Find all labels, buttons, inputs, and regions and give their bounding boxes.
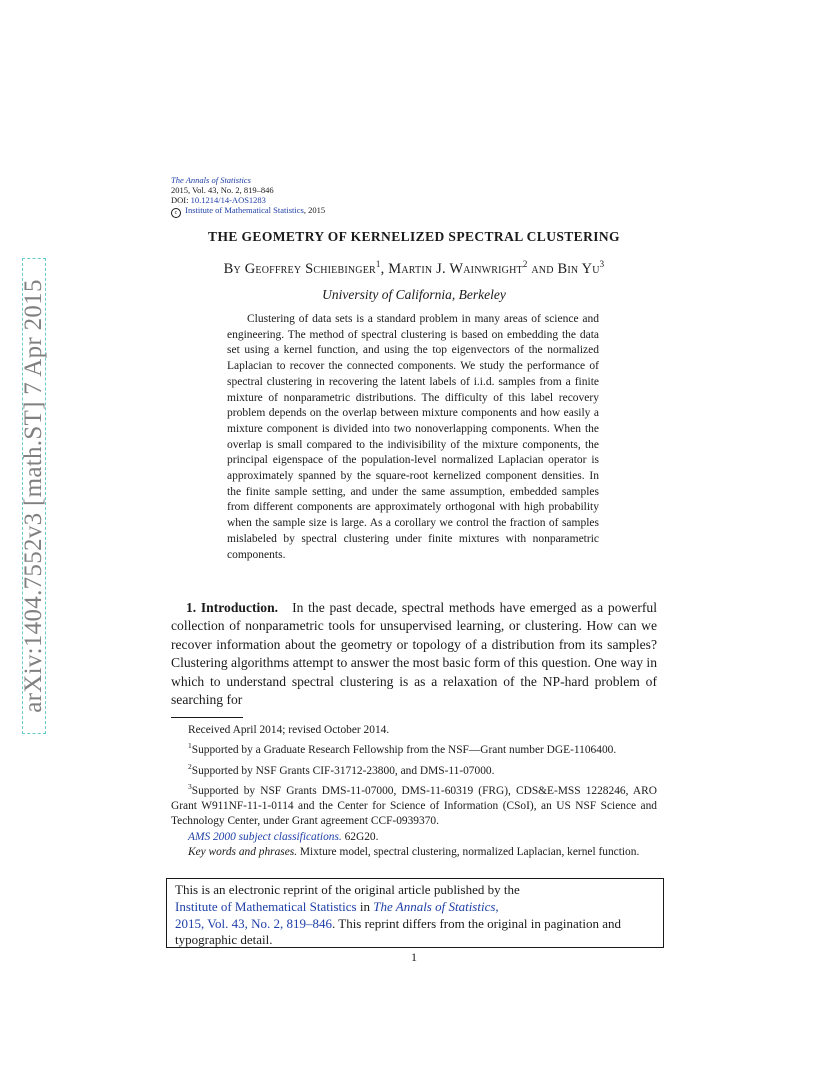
journal-copyright [171,205,325,218]
reprint-line-1: This is an electronic reprint of the original article published by the [175,882,520,897]
arxiv-stamp[interactable]: arXiv:1404.7552v3 [math.ST] 7 Apr 2015 [20,279,47,713]
journal-volume: 2015, Vol. 43, No. 2, 819–846 [171,185,274,195]
keywords [171,845,657,860]
ams-link[interactable]: AMS 2000 subject classifications. [188,830,342,843]
paper-title: THE GEOMETRY OF KERNELIZED SPECTRAL CLUSTERING [208,229,620,244]
footnote-mark: 2 [188,761,192,771]
journal-doi [171,195,325,205]
footnote-1 [171,738,657,758]
footnotes [171,723,657,861]
doi-link[interactable]: 10.1214/14-AOS1283 [190,195,266,205]
author-footnote-mark: 2 [522,259,528,269]
author-name: Martin J. Wainwright [388,260,523,277]
by-label: By [223,260,241,277]
footnote-mark: 3 [188,781,192,791]
footnote-2 [171,759,657,779]
footnote-mark: 1 [188,741,192,751]
author-name: Bin Yu [557,260,600,277]
introduction-text: In the past decade, spectral methods have emerged as a powerful collection of nonparametric tools for unsupervised learning, or clustering. How can we recover information about the geometry or topology of a distribution from its samples? Clustering algorithms attempt to answer the most basic form of this question. One way in which to understand spectral clustering is as a relaxation of the NP-hard problem of searching for [171,600,657,708]
ams-classification [171,830,657,845]
footnote-text: Supported by NSF Grants DMS-11-07000, DMS-11-60319 (FRG), CDS&E-MSS 1228246, ARO Grant W911NF-11-1-0114 and the Center for Science of Information (CSoI), an US NSF Science and Technology Center, under Grant agreement CCF-0939370. [171,784,657,828]
footnote-text: Supported by a Graduate Research Fellowship from the NSF—Grant number DGE-1106400. [191,744,617,757]
received-note: Received April 2014; revised October 2014. [188,724,390,736]
reprint-comma: , [495,898,499,914]
reprint-rest: . This reprint differs from the original in pagination and typographic detail. [175,915,622,948]
section-heading: 1. Introduction. [186,600,279,615]
author-separator: , [380,260,389,277]
footnote-3 [171,779,657,830]
reprint-org-link[interactable]: Institute of Mathematical Statistics [175,898,357,914]
keywords-label: Key words and phrases. [188,846,298,859]
author-footnote-mark: 3 [599,259,605,269]
doi-label: DOI: [171,195,189,205]
footnote-rule [171,717,243,718]
keywords-value: Mixture model, spectral clustering, normalized Laplacian, kernel function. [297,846,640,859]
author-and: and [527,260,558,277]
copyright-org-link[interactable]: Institute of Mathematical Statistics [185,205,304,215]
reprint-journal-link[interactable]: The Annals of Statistics [373,898,496,914]
copyright-year: , 2015 [303,205,326,215]
author-name: Geoffrey Schiebinger [244,260,376,277]
footnote-text: Supported by NSF Grants CIF-31712-23800, and DMS-11-07000. [191,764,495,777]
reprint-volume-link[interactable]: 2015, Vol. 43, No. 2, 819–846 [175,915,332,931]
affiliation: University of California, Berkeley [322,287,506,302]
copyright-icon: c [171,208,181,218]
author-footnote-mark: 1 [375,259,381,269]
reprint-in: in [356,898,374,914]
journal-header [171,175,325,218]
author-line [171,259,657,278]
reprint-notice [166,878,664,948]
journal-name[interactable]: The Annals of Statistics [171,175,251,185]
introduction-paragraph [171,599,657,709]
abstract: Clustering of data sets is a standard problem in many areas of science and engineering. The method of spectral clustering is based on embedding the data set using a kernel function, and using the top eigenvectors of the normalized Laplacian to recover the connected components. We study the performance of spectral clustering in recovering the latent labels of i.i.d. samples from a finite mixture of nonparametric distributions. The difficulty of this label recovery problem depends on the overlap between mixture components and how easily a mixture component is divided into two nonoverlapping components. When the overlap is small compared to the indivisibility of the mixture components, the principal eigenspace of the population-level normalized Laplacian operator is approximately spanned by the square-root kernelized component densities. In the finite sample setting, and under the same assumption, embedded samples from different components are approximately orthogonal with high probability when the sample size is large. As a corollary we control the fraction of samples mislabeled by spectral clustering under finite mixtures with nonparametric components. [227,313,599,561]
ams-value: 62G20. [341,830,379,843]
page-number: 1 [411,950,417,964]
